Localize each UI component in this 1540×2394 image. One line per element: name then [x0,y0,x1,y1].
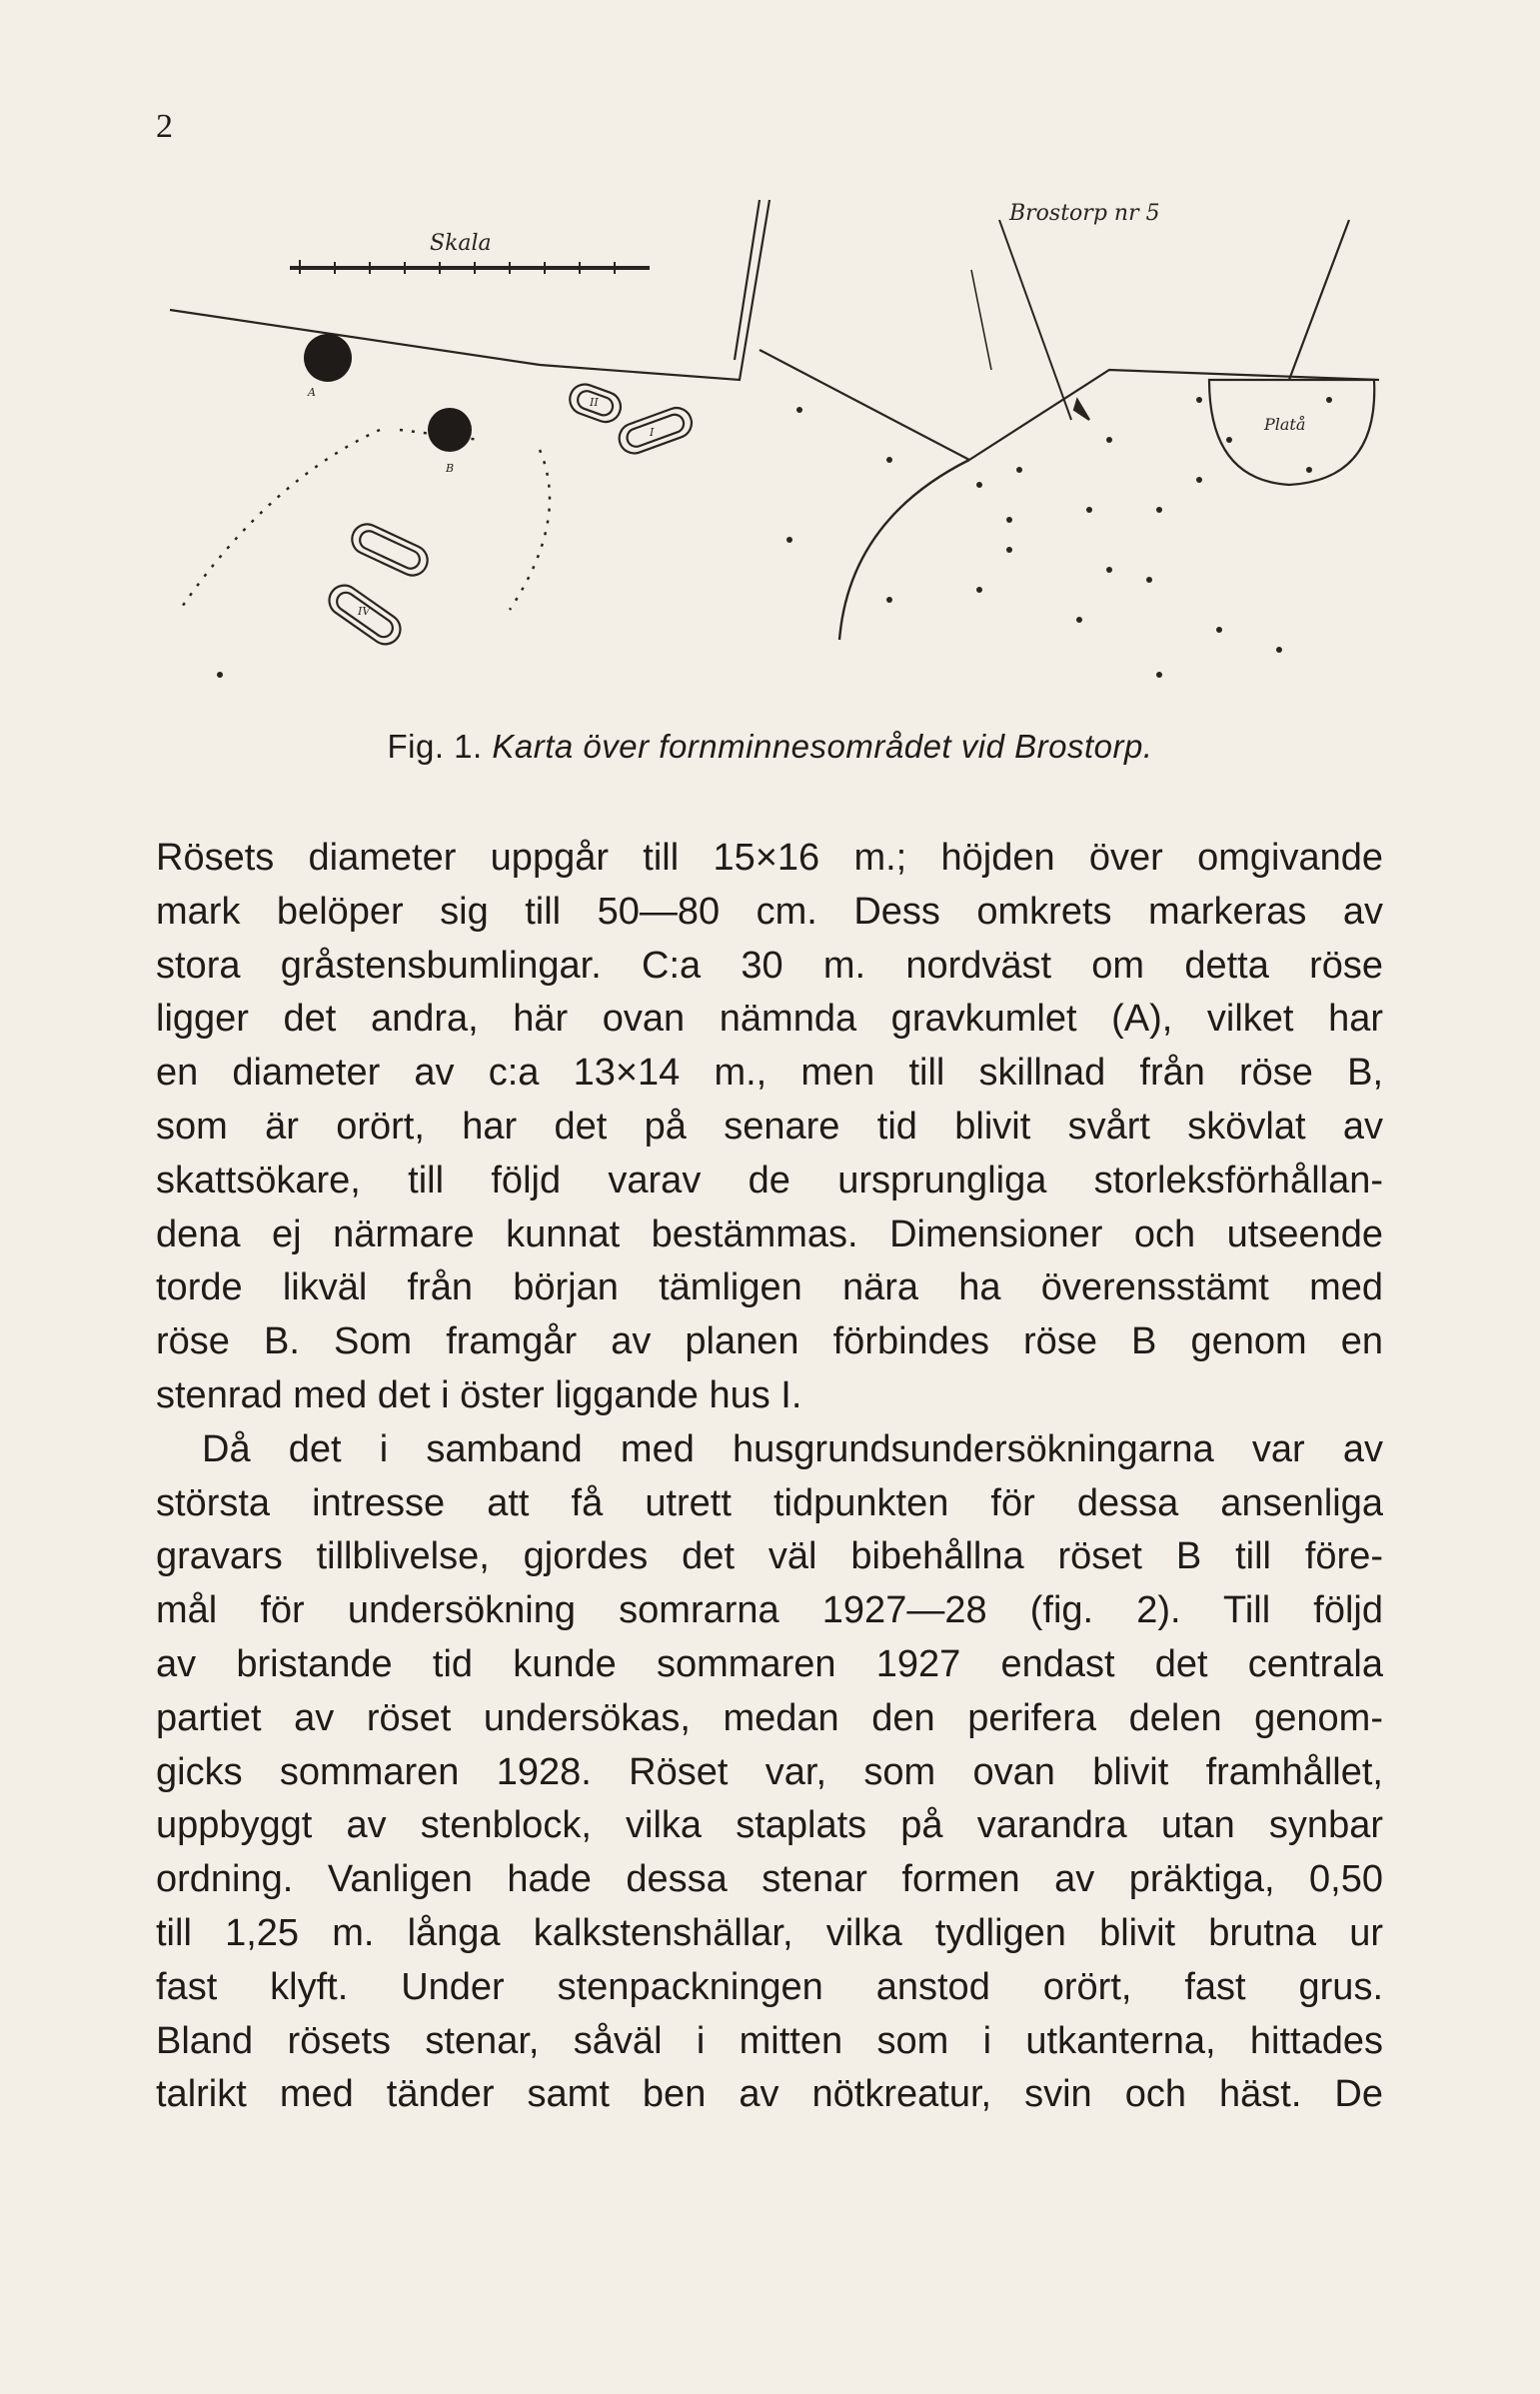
cairn-b [428,408,472,452]
feature-label-iv: IV [358,605,371,618]
text-line: fast klyft. Under stenpackningen anstod orört, fast grus. [156,1965,1383,2008]
figure-caption [0,728,1540,766]
text-line: röse B. Som framgår av planen förbindes röse B genom en [156,1320,1383,1363]
text-line: Bland rösets stenar, såväl i mitten som i utkanterna, hittades [156,2019,1383,2062]
road-east [760,350,1379,460]
place-label: Brostorp nr 5 [1009,201,1160,226]
body-text [156,832,1383,2122]
house-foundation-i [615,404,696,458]
text-line: gravars tillblivelse, gjordes det väl bibehållna röset B till före- [156,1535,1383,1578]
text-line: ligger det andra, här ovan nämnda gravkumlet (A), vilket har [156,998,1383,1041]
caption-title: Karta över fornminnesområdet vid Brostorp. [492,728,1153,765]
text-line: en diameter av c:a 13×14 m., men till skillnad från röse B, [156,1052,1383,1095]
text-line: torde likväl från början tämligen nära ha överensstämt med [156,1266,1383,1309]
text-line: av bristande tid kunde sommaren 1927 endast det centrala [156,1642,1383,1685]
feature-label-a: A [308,386,316,399]
text-line: partiet av röset undersökas, medan den perifera delen genom- [156,1696,1383,1739]
text-line: skattsökare, till följd varav de ursprungliga storleksförhållan- [156,1159,1383,1201]
text-line: till 1,25 m. långa kalkstenshällar, vilka tydligen blivit brutna ur [156,1911,1383,1954]
page-number: 2 [156,108,173,145]
road-line [170,310,540,365]
text-line: stenrad med det i öster liggande hus I. [156,1373,802,1416]
text-line: största intresse att få utrett tidpunkten för dessa ansenliga [156,1481,1383,1524]
cairn-a [304,334,352,382]
text-line: stora gråstensbumlingar. C:a 30 m. nordväst om detta röse [156,944,1383,987]
text-line: Rösets diameter uppgår till 15×16 m.; höjden över omgivande [156,837,1383,879]
text-line: mark belöper sig till 50—80 cm. Dess omkrets markeras av [156,890,1383,933]
text-line: gicks sommaren 1928. Röset var, som ovan blivit framhållet, [156,1750,1383,1793]
feature-label-ii: II [590,396,599,409]
text-line: mål för undersökning somrarna 1927—28 (fig. 2). Till följd [156,1589,1383,1632]
paragraph-2 [156,1423,1383,2122]
plateau-label: Platå [1264,415,1306,434]
text-line: som är orört, har det på senare tid blivit svårt skövlat av [156,1105,1383,1148]
text-line: dena ej närmare kunnat bestämmas. Dimensioner och utseende [156,1212,1383,1255]
house-foundation-iii [347,520,432,581]
text-line: talrikt med tänder samt ben av nötkreatur, svin och häst. De [156,2073,1383,2116]
feature-label-b: B [446,462,455,475]
road-south [839,460,969,640]
site-map [150,190,1409,710]
paragraph-1 [156,832,1383,1423]
caption-prefix: Fig. 1. [387,728,483,765]
text-line: Då det i samband med husgrundsundersökningarna var av [202,1427,1383,1470]
site-map-figure [150,190,1409,710]
text-line: ordning. Vanligen hade dessa stenar formen av präktiga, 0,50 [156,1858,1383,1901]
text-line: uppbyggt av stenblock, vilka staplats på varandra utan synbar [156,1804,1383,1847]
feature-label-i: I [650,426,655,439]
scale-label: Skala [430,231,492,256]
